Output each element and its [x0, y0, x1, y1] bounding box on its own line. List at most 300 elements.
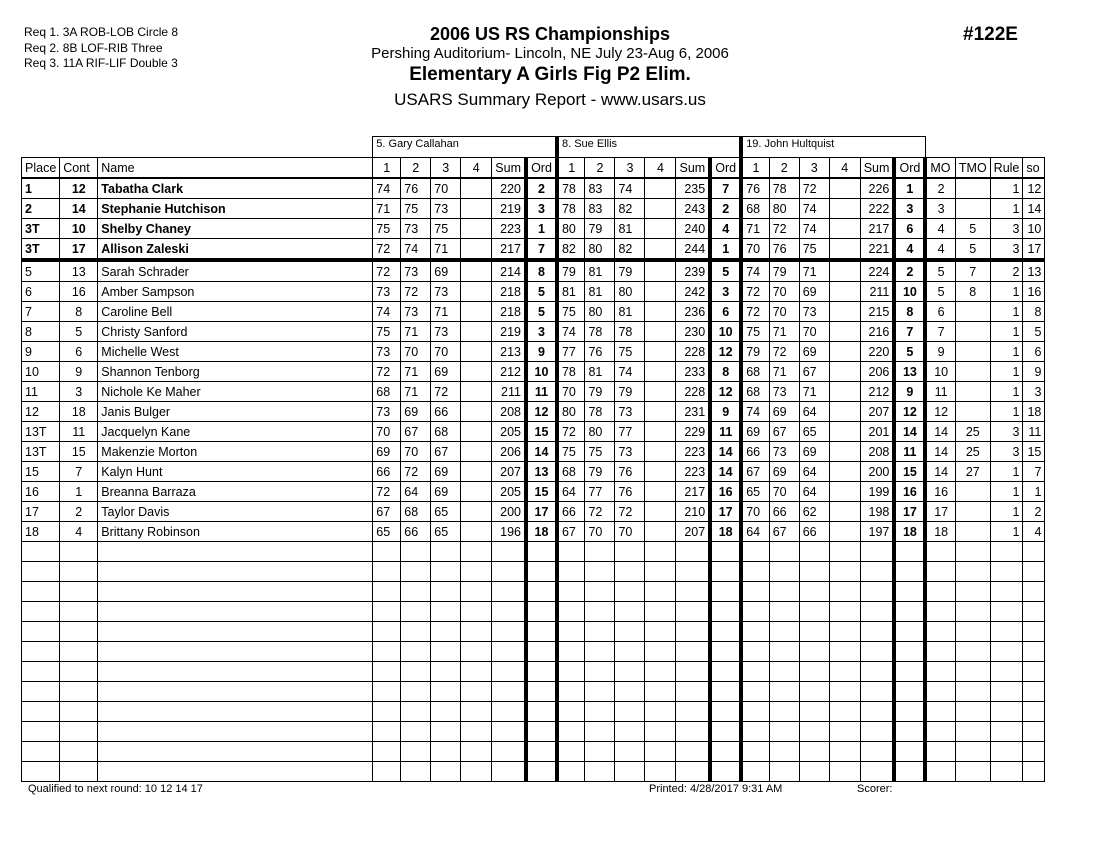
judge-score	[401, 722, 431, 742]
judge-ordinal	[894, 682, 925, 702]
judge-sum: 240	[676, 219, 710, 239]
judge-score: 70	[799, 322, 829, 342]
skater-name: Caroline Bell	[98, 302, 373, 322]
judge-score	[585, 582, 615, 602]
judge-ordinal	[894, 562, 925, 582]
judge-ordinal	[710, 582, 741, 602]
tmo-cell	[955, 382, 990, 402]
rule-cell	[990, 602, 1023, 622]
judge-score	[373, 642, 401, 662]
so-cell: 16	[1023, 282, 1045, 302]
judge-score	[645, 642, 676, 662]
judge-score	[461, 402, 492, 422]
judge-sum	[492, 642, 526, 662]
judge-sum	[676, 622, 710, 642]
judge-sum	[676, 662, 710, 682]
judge-score	[829, 302, 860, 322]
judge-score: 69	[401, 402, 431, 422]
judge-score	[645, 602, 676, 622]
judge-score	[431, 642, 461, 662]
judge-score: 81	[557, 282, 585, 302]
tmo-cell	[955, 682, 990, 702]
judge-score	[401, 642, 431, 662]
judge-score: 80	[769, 199, 799, 219]
judge-ordinal: 13	[526, 462, 557, 482]
tmo-cell	[955, 199, 990, 219]
judge-score: 69	[431, 462, 461, 482]
judge-score	[741, 742, 769, 762]
judge-score	[615, 742, 645, 762]
judge-score: 76	[615, 462, 645, 482]
judge-score: 70	[769, 282, 799, 302]
place-cell: 5	[22, 260, 60, 282]
place-cell: 16	[22, 482, 60, 502]
judge-score	[741, 662, 769, 682]
judge-score: 75	[401, 199, 431, 219]
rule-cell	[990, 742, 1023, 762]
rule-cell: 1	[990, 462, 1023, 482]
judge-ordinal	[526, 722, 557, 742]
judge-sum: 218	[492, 282, 526, 302]
judge-score: 70	[431, 178, 461, 199]
judge-ordinal: 8	[526, 260, 557, 282]
judge-ordinal	[526, 682, 557, 702]
judge-score: 77	[585, 482, 615, 502]
place-cell: 6	[22, 282, 60, 302]
judge-score: 72	[401, 282, 431, 302]
blank-cell	[22, 137, 373, 158]
judge-score: 75	[557, 302, 585, 322]
judge-score	[741, 762, 769, 782]
tmo-cell	[955, 662, 990, 682]
table-row	[22, 239, 1045, 261]
judge-score: 66	[799, 522, 829, 542]
judge-ordinal	[526, 542, 557, 562]
judge-score	[615, 762, 645, 782]
skater-name	[98, 562, 373, 582]
judge-ordinal: 1	[894, 178, 925, 199]
mo-cell: 16	[925, 482, 955, 502]
judge-score	[645, 282, 676, 302]
so-cell	[1023, 642, 1045, 662]
judge-score	[829, 722, 860, 742]
skater-name	[98, 602, 373, 622]
judge-score	[461, 502, 492, 522]
judge-score	[373, 582, 401, 602]
so-cell: 7	[1023, 462, 1045, 482]
judge-score	[829, 742, 860, 762]
cont-cell: 18	[60, 402, 98, 422]
judge-score: 68	[401, 502, 431, 522]
mo-cell: 10	[925, 362, 955, 382]
judge-ordinal: 12	[526, 402, 557, 422]
judge-score: 69	[799, 442, 829, 462]
judge-score: 67	[769, 422, 799, 442]
judge-score: 75	[741, 322, 769, 342]
skater-name: Jacquelyn Kane	[98, 422, 373, 442]
mo-cell	[925, 662, 955, 682]
rule-cell: 3	[990, 422, 1023, 442]
judge-score: 73	[373, 282, 401, 302]
judge-score: 79	[769, 260, 799, 282]
skater-name	[98, 742, 373, 762]
judge-score	[373, 722, 401, 742]
judge-score: 69	[431, 260, 461, 282]
judge-ordinal: 14	[526, 442, 557, 462]
rule-cell: 1	[990, 199, 1023, 219]
judge-ordinal: 14	[710, 442, 741, 462]
judge-score	[461, 602, 492, 622]
judge-score: 78	[585, 322, 615, 342]
judge-score	[645, 702, 676, 722]
judge-ordinal: 7	[526, 239, 557, 261]
mo-cell	[925, 742, 955, 762]
judge-score: 72	[373, 260, 401, 282]
judge-score	[615, 602, 645, 622]
mo-cell	[925, 702, 955, 722]
judge-sum: 200	[860, 462, 894, 482]
place-cell: 17	[22, 502, 60, 522]
judge-score: 73	[431, 199, 461, 219]
skater-name: Shelby Chaney	[98, 219, 373, 239]
place-cell: 10	[22, 362, 60, 382]
judge-score	[461, 582, 492, 602]
so-cell	[1023, 602, 1045, 622]
rule-cell: 1	[990, 362, 1023, 382]
judge-score	[741, 562, 769, 582]
judge-score	[645, 422, 676, 442]
empty-row	[22, 702, 1045, 722]
judge-score	[769, 722, 799, 742]
judge-score	[769, 582, 799, 602]
tmo-cell: 25	[955, 442, 990, 462]
judge-ordinal: 15	[894, 462, 925, 482]
header-judge-col: 1	[741, 158, 769, 179]
judge-score	[461, 702, 492, 722]
mo-cell	[925, 602, 955, 622]
judge-score	[741, 542, 769, 562]
judge-score: 68	[741, 382, 769, 402]
judge-score	[645, 502, 676, 522]
judge-sum: 208	[860, 442, 894, 462]
judge-score: 74	[615, 362, 645, 382]
rule-cell	[990, 702, 1023, 722]
judge-score	[645, 582, 676, 602]
judge-score: 77	[615, 422, 645, 442]
judge-ordinal: 17	[894, 502, 925, 522]
place-cell: 1	[22, 178, 60, 199]
judge-score	[401, 602, 431, 622]
judge-score: 70	[741, 502, 769, 522]
judge-score	[461, 260, 492, 282]
judge-ordinal: 17	[710, 502, 741, 522]
judge-score: 77	[557, 342, 585, 362]
judge-score: 73	[373, 402, 401, 422]
judge-score: 74	[373, 302, 401, 322]
judge-score	[829, 342, 860, 362]
judge-score: 70	[401, 442, 431, 462]
judge-score	[799, 762, 829, 782]
skater-name	[98, 582, 373, 602]
rule-cell: 1	[990, 522, 1023, 542]
header-judge-col: 1	[373, 158, 401, 179]
judge-sum	[676, 702, 710, 722]
tmo-cell	[955, 502, 990, 522]
skater-name: Breanna Barraza	[98, 482, 373, 502]
judge-sum: 220	[492, 178, 526, 199]
judge-sum: 215	[860, 302, 894, 322]
results-table	[21, 136, 1045, 782]
header-judge-col: 2	[585, 158, 615, 179]
judge-score: 73	[769, 442, 799, 462]
rule-cell: 1	[990, 402, 1023, 422]
judge-sum: 206	[492, 442, 526, 462]
cont-cell	[60, 702, 98, 722]
judge-score	[373, 602, 401, 622]
skater-name: Allison Zaleski	[98, 239, 373, 261]
mo-cell: 5	[925, 260, 955, 282]
judge-score	[829, 362, 860, 382]
judge-sum	[492, 582, 526, 602]
judge-score	[645, 762, 676, 782]
so-cell	[1023, 742, 1045, 762]
judge-ordinal: 4	[710, 219, 741, 239]
place-cell	[22, 742, 60, 762]
judge-score	[799, 682, 829, 702]
rule-cell	[990, 562, 1023, 582]
cont-cell: 16	[60, 282, 98, 302]
judge-score: 75	[557, 442, 585, 462]
judge-score	[799, 602, 829, 622]
judge-score: 80	[615, 282, 645, 302]
judge-score	[741, 682, 769, 702]
judge-score: 72	[373, 239, 401, 261]
judge-score: 81	[615, 302, 645, 322]
judge-score: 71	[431, 302, 461, 322]
judge-ordinal: 12	[710, 382, 741, 402]
judge-score	[585, 542, 615, 562]
judge-sum	[860, 682, 894, 702]
mo-cell: 6	[925, 302, 955, 322]
judge-score: 65	[741, 482, 769, 502]
judge-score	[431, 742, 461, 762]
judge-score	[829, 462, 860, 482]
judge-score: 78	[557, 178, 585, 199]
judge-score: 73	[769, 382, 799, 402]
judge-sum: 212	[860, 382, 894, 402]
judge-sum	[492, 602, 526, 622]
judge-score: 72	[373, 362, 401, 382]
judge-sum	[492, 662, 526, 682]
judge-sum: 201	[860, 422, 894, 442]
cont-cell	[60, 562, 98, 582]
rule-cell: 1	[990, 482, 1023, 502]
judge-ordinal	[894, 622, 925, 642]
tmo-cell	[955, 702, 990, 722]
judge-score: 82	[557, 239, 585, 261]
judge-score: 74	[741, 260, 769, 282]
tmo-cell	[955, 178, 990, 199]
judge-score	[431, 762, 461, 782]
judge-score: 74	[401, 239, 431, 261]
judge-score	[431, 622, 461, 642]
table-row	[22, 260, 1045, 282]
judge-score	[829, 522, 860, 542]
judge-score	[741, 622, 769, 642]
judge-score: 64	[741, 522, 769, 542]
judge-sum: 223	[492, 219, 526, 239]
cont-cell	[60, 602, 98, 622]
header-name: Name	[98, 158, 373, 179]
judge-sum: 222	[860, 199, 894, 219]
judge-ordinal: 9	[710, 402, 741, 422]
rule-cell	[990, 622, 1023, 642]
judge-ordinal	[526, 622, 557, 642]
judge-score	[769, 702, 799, 722]
judge-ordinal: 13	[894, 362, 925, 382]
judge-sum: 199	[860, 482, 894, 502]
judge-score	[461, 322, 492, 342]
judge-score	[461, 682, 492, 702]
cont-cell: 17	[60, 239, 98, 261]
judge-score	[461, 382, 492, 402]
header-cont: Cont	[60, 158, 98, 179]
header-judge-col: Sum	[492, 158, 526, 179]
judge-score	[645, 442, 676, 462]
judge-score: 68	[741, 362, 769, 382]
judge-score: 78	[557, 199, 585, 219]
tmo-cell	[955, 562, 990, 582]
judge-score: 82	[615, 199, 645, 219]
judge-ordinal: 11	[894, 442, 925, 462]
judge-score	[557, 682, 585, 702]
so-cell	[1023, 682, 1045, 702]
judge-score	[431, 562, 461, 582]
judge-score: 76	[741, 178, 769, 199]
judge-sum: 244	[676, 239, 710, 261]
judge-score: 69	[769, 462, 799, 482]
table-row	[22, 402, 1045, 422]
judge-score: 68	[741, 199, 769, 219]
judge-score	[645, 260, 676, 282]
judge-score	[741, 722, 769, 742]
judge-ordinal: 10	[710, 322, 741, 342]
so-cell: 2	[1023, 502, 1045, 522]
judge-score: 71	[769, 322, 799, 342]
header-judge-col: 3	[799, 158, 829, 179]
cont-cell: 4	[60, 522, 98, 542]
judge-score	[431, 542, 461, 562]
judge-ordinal: 14	[710, 462, 741, 482]
judge-score: 67	[401, 422, 431, 442]
judge-score	[557, 762, 585, 782]
judge-score: 74	[799, 219, 829, 239]
skater-name: Janis Bulger	[98, 402, 373, 422]
judge-ordinal	[894, 742, 925, 762]
judge-score	[829, 562, 860, 582]
judge-ordinal: 8	[710, 362, 741, 382]
judge-ordinal	[710, 642, 741, 662]
cont-cell: 9	[60, 362, 98, 382]
judge-score	[645, 178, 676, 199]
judge-score	[829, 260, 860, 282]
place-cell: 13T	[22, 422, 60, 442]
judge-ordinal	[526, 662, 557, 682]
judge-sum	[676, 602, 710, 622]
so-cell: 10	[1023, 219, 1045, 239]
judge-score	[769, 602, 799, 622]
judge-ordinal	[710, 722, 741, 742]
judge-score: 73	[401, 219, 431, 239]
judge-sum: 196	[492, 522, 526, 542]
judge-score	[461, 302, 492, 322]
judge-score: 71	[799, 260, 829, 282]
judge-sum: 228	[676, 342, 710, 362]
place-cell	[22, 602, 60, 622]
mo-cell	[925, 622, 955, 642]
place-cell: 12	[22, 402, 60, 422]
mo-cell	[925, 762, 955, 782]
judge-score	[615, 542, 645, 562]
judge-sum	[860, 662, 894, 682]
qualified-text: Qualified to next round: 10 12 14 17	[28, 783, 203, 795]
so-cell	[1023, 722, 1045, 742]
judge-score	[799, 662, 829, 682]
judge-ordinal	[710, 562, 741, 582]
tmo-cell	[955, 482, 990, 502]
judge-ordinal	[710, 662, 741, 682]
judge-sum: 218	[492, 302, 526, 322]
judge-score	[373, 562, 401, 582]
cont-cell: 12	[60, 178, 98, 199]
judge-ordinal: 3	[526, 322, 557, 342]
empty-row	[22, 542, 1045, 562]
empty-row	[22, 662, 1045, 682]
judge-ordinal: 18	[526, 522, 557, 542]
header-tmo: TMO	[955, 158, 990, 179]
mo-cell: 2	[925, 178, 955, 199]
judge-score	[829, 762, 860, 782]
judge-score: 69	[741, 422, 769, 442]
judge-sum	[492, 682, 526, 702]
judge-score	[615, 682, 645, 702]
so-cell	[1023, 702, 1045, 722]
judge-score	[401, 582, 431, 602]
judge-score: 72	[741, 282, 769, 302]
tmo-cell	[955, 622, 990, 642]
judge-score: 74	[799, 199, 829, 219]
judge-score	[557, 722, 585, 742]
judge-sum: 243	[676, 199, 710, 219]
judge-score	[799, 722, 829, 742]
judge-ordinal: 3	[710, 282, 741, 302]
tmo-cell	[955, 402, 990, 422]
judge-score: 70	[769, 302, 799, 322]
event-number: #122E	[963, 24, 1018, 45]
judge-score	[615, 562, 645, 582]
printed-text: Printed: 4/28/2017 9:31 AM	[649, 783, 783, 795]
judge-score	[461, 362, 492, 382]
judge-ordinal: 2	[526, 178, 557, 199]
judge-score	[645, 342, 676, 362]
so-cell: 5	[1023, 322, 1045, 342]
place-cell: 3T	[22, 239, 60, 261]
table-row	[22, 199, 1045, 219]
judge-sum: 210	[676, 502, 710, 522]
table-row	[22, 422, 1045, 442]
judge-sum	[492, 762, 526, 782]
judge-score: 81	[585, 260, 615, 282]
